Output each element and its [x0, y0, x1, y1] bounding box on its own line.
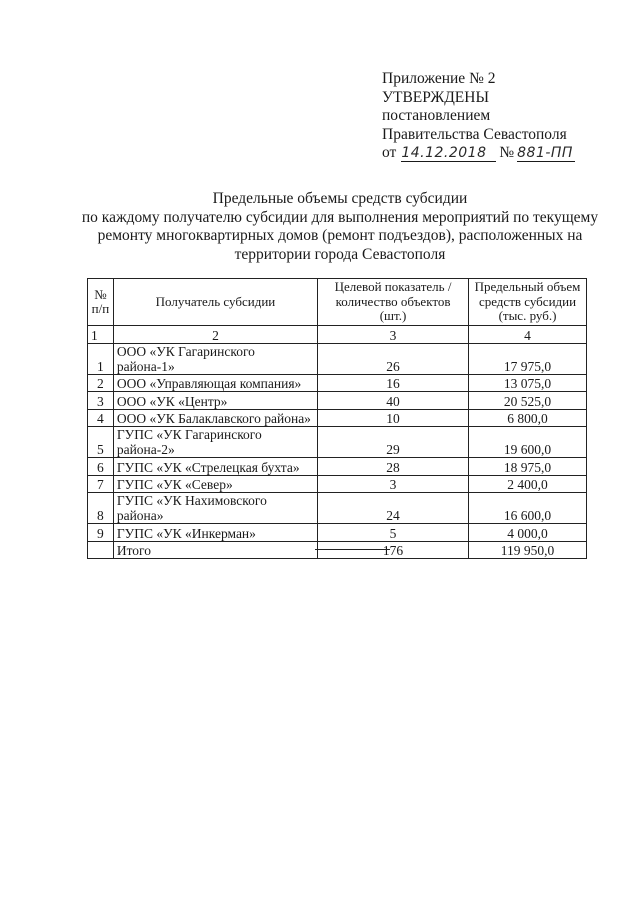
table-row — [88, 493, 587, 524]
row-amount: 17 975,0 — [469, 343, 587, 374]
total-amount: 119 950,0 — [469, 541, 587, 559]
column-index: 3 — [318, 326, 469, 344]
header-recipient: Получатель субсидии — [113, 279, 317, 326]
row-amount: 19 600,0 — [469, 427, 587, 458]
table-row — [88, 409, 587, 427]
row-count: 40 — [318, 392, 469, 410]
resolution-reference — [382, 144, 612, 163]
row-num: 5 — [88, 427, 114, 458]
row-num: 9 — [88, 524, 114, 542]
subsidy-table — [87, 278, 587, 559]
row-recipient: ООО «УК Гагаринского района-1» — [113, 343, 317, 374]
column-index-row — [88, 326, 587, 344]
title-line-4: территории города Севастополя — [234, 245, 446, 263]
number-label: № — [499, 144, 515, 161]
row-num: 3 — [88, 392, 114, 410]
column-index: 4 — [469, 326, 587, 344]
row-amount: 18 975,0 — [469, 458, 587, 476]
header-count: Целевой показатель / количество объектов (шт.) — [318, 279, 469, 326]
row-amount: 20 525,0 — [469, 392, 587, 410]
resolution-date: 14.12.2018 — [401, 145, 496, 162]
table-row — [88, 458, 587, 476]
row-recipient: ГУПС «УК «Стрелецкая бухта» — [113, 458, 317, 476]
row-count: 28 — [318, 458, 469, 476]
row-num: 6 — [88, 458, 114, 476]
row-amount: 13 075,0 — [469, 374, 587, 392]
from-label: от — [382, 144, 397, 161]
table-row — [88, 427, 587, 458]
row-count: 16 — [318, 374, 469, 392]
document-title — [60, 190, 620, 264]
closing-divider — [315, 549, 390, 550]
table-row — [88, 524, 587, 542]
row-count: 10 — [318, 409, 469, 427]
table-row — [88, 392, 587, 410]
appendix-label: Приложение № 2 — [382, 70, 496, 87]
row-count: 5 — [318, 524, 469, 542]
row-count: 24 — [318, 493, 469, 524]
column-index: 2 — [113, 326, 317, 344]
row-num: 8 — [88, 493, 114, 524]
row-amount: 2 400,0 — [469, 475, 587, 493]
row-num: 1 — [88, 343, 114, 374]
table-row — [88, 343, 587, 374]
approval-block — [382, 70, 612, 163]
approved-label: УТВЕРЖДЕНЫ — [382, 88, 489, 106]
resolution-number: 881-ПП — [517, 145, 575, 162]
row-amount: 4 000,0 — [469, 524, 587, 542]
row-recipient: ГУПС «УК Нахимовского района» — [113, 493, 317, 524]
row-recipient: ГУПС «УК «Инкерман» — [113, 524, 317, 542]
total-label: Итого — [113, 541, 317, 559]
row-recipient: ООО «Управляющая компания» — [113, 374, 317, 392]
total-num-empty — [88, 541, 114, 559]
title-line-3: ремонту многоквартирных домов (ремонт подъездов), расположенных на — [97, 227, 583, 244]
row-amount: 16 600,0 — [469, 493, 587, 524]
table-row — [88, 475, 587, 493]
row-recipient: ГУПС «УК «Север» — [113, 475, 317, 493]
header-amount: Предельный объем средств субсидии (тыс. руб.) — [469, 279, 587, 326]
table-row — [88, 374, 587, 392]
title-line-1: Предельные объемы средств субсидии — [212, 190, 468, 207]
government-label: Правительства Севастополя — [382, 125, 567, 143]
row-num: 2 — [88, 374, 114, 392]
row-recipient: ГУПС «УК Гагаринского района-2» — [113, 427, 317, 458]
title-line-2: по каждому получателю субсидии для выполнения мероприятий по текущему — [81, 208, 599, 226]
row-recipient: ООО «УК «Центр» — [113, 392, 317, 410]
row-count: 26 — [318, 343, 469, 374]
resolution-label: постановлением — [382, 107, 491, 124]
row-count: 3 — [318, 475, 469, 493]
table-header-row — [88, 279, 587, 326]
header-num: № п/п — [88, 279, 114, 326]
row-recipient: ООО «УК Балаклавского района» — [113, 409, 317, 427]
row-num: 7 — [88, 475, 114, 493]
total-count: 176 — [318, 541, 469, 559]
row-count: 29 — [318, 427, 469, 458]
row-num: 4 — [88, 409, 114, 427]
column-index: 1 — [88, 326, 114, 344]
row-amount: 6 800,0 — [469, 409, 587, 427]
